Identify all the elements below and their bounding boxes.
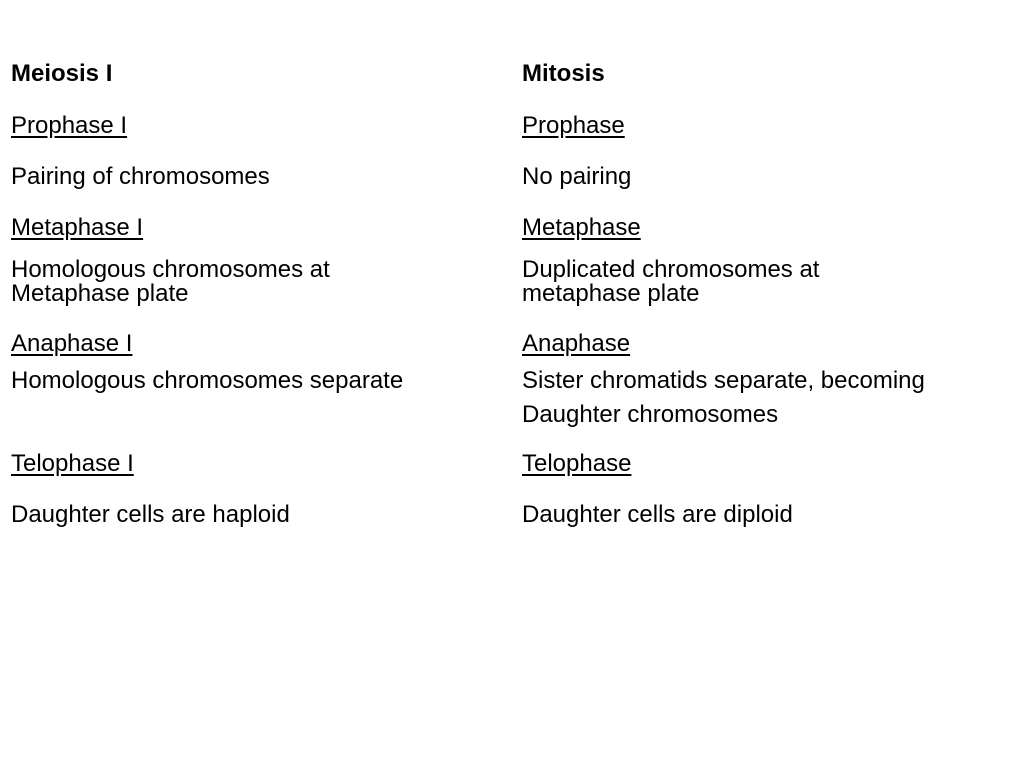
- mitosis-anaphase-desc-line1: Sister chromatids separate, becoming: [522, 367, 925, 394]
- mitosis-prophase-desc: No pairing: [522, 163, 632, 190]
- meiosis-metaphase-label: Metaphase I: [11, 214, 144, 241]
- meiosis-metaphase-desc-line2: Metaphase plate: [11, 280, 189, 307]
- mitosis-prophase-label: Prophase: [522, 112, 625, 139]
- mitosis-metaphase-desc-line2: metaphase plate: [522, 280, 700, 307]
- mitosis-telophase-label: Telophase: [522, 450, 632, 477]
- meiosis-telophase-desc: Daughter cells are haploid: [11, 501, 290, 528]
- meiosis-anaphase-label: Anaphase I: [11, 330, 133, 357]
- mitosis-column: [522, 0, 1022, 768]
- meiosis-anaphase-desc: Homologous chromosomes separate: [11, 367, 404, 394]
- mitosis-metaphase-label: Metaphase: [522, 214, 641, 241]
- meiosis-heading: Meiosis I: [11, 60, 113, 87]
- meiosis-prophase-desc: Pairing of chromosomes: [11, 163, 270, 190]
- meiosis-column: [11, 0, 511, 768]
- mitosis-anaphase-label: Anaphase: [522, 330, 631, 357]
- mitosis-telophase-desc: Daughter cells are diploid: [522, 501, 793, 528]
- meiosis-metaphase-desc-line1: Homologous chromosomes at: [11, 256, 330, 283]
- meiosis-telophase-label: Telophase I: [11, 450, 134, 477]
- mitosis-anaphase-desc-line2: Daughter chromosomes: [522, 401, 779, 428]
- meiosis-prophase-label: Prophase I: [11, 112, 128, 139]
- mitosis-heading: Mitosis: [522, 60, 605, 87]
- mitosis-metaphase-desc-line1: Duplicated chromosomes at: [522, 256, 820, 283]
